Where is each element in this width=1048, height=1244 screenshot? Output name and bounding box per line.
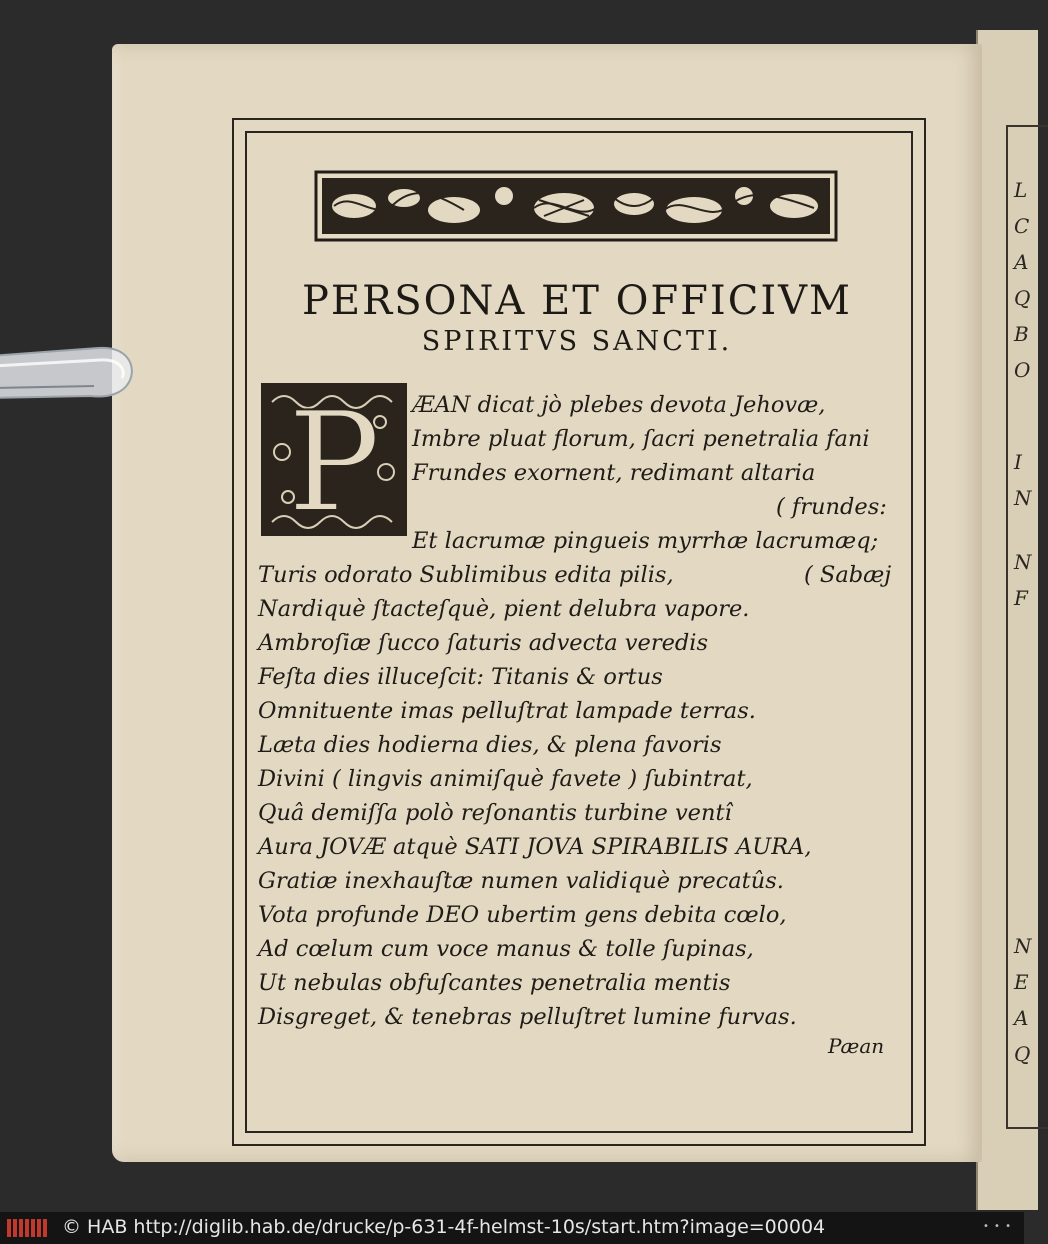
text-line: Divini ( lingvis animiſquè favete ) ſubintrat, bbox=[258, 766, 753, 792]
initial-letter: P bbox=[287, 382, 381, 543]
decorated-initial-p bbox=[260, 382, 408, 543]
page-subtitle: SPIRITVS SANCTI. bbox=[421, 326, 733, 357]
text-line: Frundes exornent, redimant altaria bbox=[412, 460, 816, 486]
next-page-glyph: N bbox=[1014, 550, 1032, 574]
next-page-glyph: A bbox=[1014, 250, 1029, 274]
text-line: Turis odorato Sublimibus edita pilis, bbox=[258, 562, 674, 588]
next-page-glyph: I bbox=[1014, 450, 1022, 474]
text-line: Ut nebulas obfuſcantes penetralia mentis bbox=[258, 970, 731, 996]
next-page-glyph: C bbox=[1014, 214, 1030, 238]
next-page-glyph: Q bbox=[1014, 286, 1031, 310]
text-line: ( frundes: bbox=[776, 494, 887, 520]
hab-logo-icon bbox=[6, 1217, 48, 1239]
page-title: PERSONA ET OFFICIVM bbox=[302, 278, 852, 324]
next-page-glyph: F bbox=[1014, 586, 1028, 610]
next-page-edge bbox=[976, 30, 1038, 1210]
text-line: Vota profunde DEO ubertim gens debita cœlo, bbox=[258, 902, 787, 928]
next-page-glyph: L bbox=[1014, 178, 1028, 202]
text-line: Feſta dies illuceſcit: Titanis & ortus bbox=[258, 664, 663, 690]
next-page-glyph: Q bbox=[1014, 1042, 1031, 1066]
text-line: Omnituente imas pelluſtrat lampade terras. bbox=[258, 698, 756, 724]
text-line: Gratiæ inexhauſtæ numen validiquè precatûs. bbox=[258, 868, 784, 894]
next-page-glyph: N bbox=[1014, 934, 1032, 958]
text-line: Quâ demiſſa polò reſonantis turbine ventî bbox=[258, 800, 732, 826]
text-line: ( Sabæj bbox=[804, 562, 892, 588]
text-line: Ambroſiæ ſucco ſaturis advecta veredis bbox=[258, 630, 709, 656]
text-line: Nardiquè ſtacteſquè, pient delubra vapore. bbox=[258, 596, 750, 622]
woodcut-ornament-banner bbox=[314, 170, 838, 242]
text-line: Aura JOVÆ atquè SATI JOVA SPIRABILIS AURA, bbox=[258, 834, 812, 860]
copyright-link[interactable]: © HAB http://diglib.hab.de/drucke/p-631-4f-helmst-10s/start.htm?image=00004 bbox=[62, 1216, 826, 1238]
text-line: Imbre pluat florum, ſacri penetralia fani bbox=[412, 426, 870, 452]
next-page-glyph: A bbox=[1014, 1006, 1029, 1030]
text-line: Ad cœlum cum voce manus & tolle ſupinas, bbox=[258, 936, 754, 962]
next-page-glyph: B bbox=[1014, 322, 1029, 346]
text-line: Læta dies hodierna dies, & plena favoris bbox=[258, 732, 722, 758]
next-page-glyph: O bbox=[1014, 358, 1031, 382]
footer-bar bbox=[0, 1212, 1024, 1244]
text-line: ÆAN dicat jò plebes devota Jehovæ, bbox=[412, 392, 826, 418]
bookmark-clip[interactable] bbox=[0, 336, 138, 418]
next-page-glyph: E bbox=[1014, 970, 1029, 994]
text-line: Et lacrumæ pingueis myrrhæ lacrumæq; bbox=[412, 528, 879, 554]
footer-dots: • • • bbox=[982, 1221, 1012, 1232]
catchword: Pæan bbox=[828, 1034, 885, 1058]
text-line: Disgreget, & tenebras pelluſtret lumine furvas. bbox=[258, 1004, 797, 1030]
next-page-glyph: N bbox=[1014, 486, 1032, 510]
